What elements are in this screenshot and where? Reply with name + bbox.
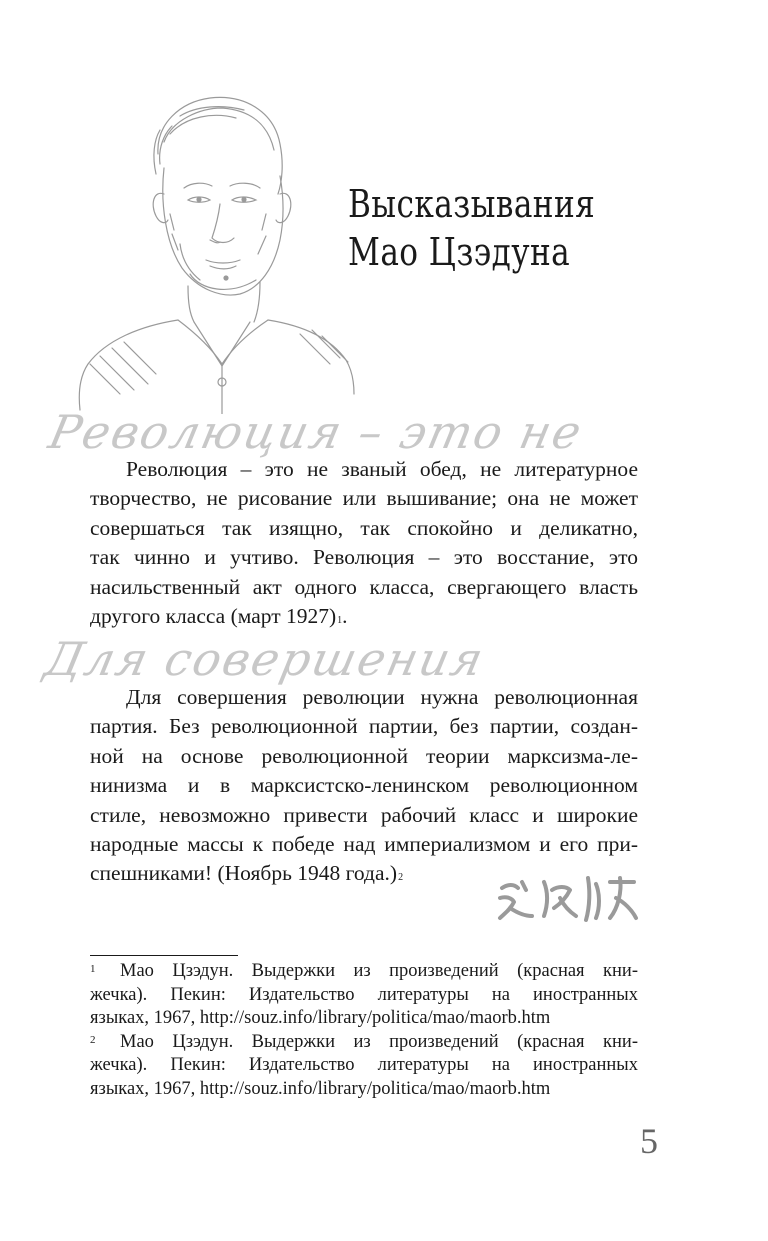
- paragraph-1: [90, 455, 638, 631]
- footnote-2: [90, 1031, 638, 1102]
- footnote-ref-1[interactable]: 1: [337, 615, 343, 627]
- paragraph-2-line: народные массы к победе над империализмом и его при-: [90, 832, 638, 857]
- signature-calligraphy: [492, 868, 642, 928]
- page-number: 5: [640, 1121, 658, 1161]
- footnote-1: [90, 960, 638, 1031]
- footnote-line: Мао Цзэдун. Выдержки из произведений (красная кни-: [120, 961, 638, 981]
- footnote-divider: [90, 955, 238, 956]
- paragraph-2-line: нинизма и в марксистско-ленинском революционном: [90, 773, 638, 798]
- paragraph-1-line: насильственный акт одного класса, свергающего власть: [90, 574, 638, 599]
- paragraph-2: [90, 683, 638, 889]
- paragraph-1-line: так чинно и учтиво. Революция – это восстание, это: [90, 545, 638, 570]
- footnotes: [90, 960, 638, 1102]
- footnote-number: 1: [90, 963, 96, 975]
- paragraph-2-line: стиле, невозможно привести рабочий класс и широкие: [90, 802, 638, 827]
- footnote-line: Мао Цзэдун. Выдержки из произведений (красная кни-: [120, 1031, 638, 1052]
- paragraph-2-line: партия. Без революционной партии, без партии, создан-: [90, 714, 638, 739]
- footnote-line: жечка). Пекин: Издательство литературы на иностранных: [90, 1055, 638, 1076]
- paragraph-2-line: Для совершения революции нужна революционная: [126, 685, 638, 709]
- paragraph-1-last-line: [90, 602, 638, 631]
- page-title: [348, 180, 595, 276]
- paragraph-1-line: другого класса (март 1927): [90, 604, 337, 629]
- paragraph-2-line: ной на основе революционной теории марксизма-ле-: [90, 743, 638, 768]
- paragraph-1-line: Революция – это не званый обед, не литературное: [126, 457, 638, 481]
- footnote-ref-2[interactable]: 2: [398, 872, 404, 884]
- paragraph-1-line: творчество, не рисование или вышивание; она не может: [90, 486, 638, 511]
- footnote-line: языках, 1967, http://souz.info/library/politica/mao/maorb.htm: [90, 1078, 551, 1099]
- paragraph-1-tail: .: [342, 604, 348, 629]
- footnote-line: языках, 1967, http://souz.info/library/politica/mao/maorb.htm: [90, 1008, 551, 1029]
- title-line-2: Мао Цзэдуна: [348, 230, 571, 274]
- paragraph-2-line: спешниками! (Ноябрь 1948 года.): [90, 861, 398, 886]
- paragraph-1-line: совершаться так изящно, так спокойно и деликатно,: [90, 515, 638, 540]
- title-line-1: Высказывания: [348, 182, 596, 226]
- decorative-script-1: Революция – это не: [44, 405, 588, 459]
- decorative-script-2: Для совершения: [40, 632, 490, 686]
- portrait-sketch: [60, 64, 360, 414]
- footnote-number: 2: [90, 1033, 96, 1046]
- footnote-line: жечка). Пекин: Издательство литературы на иностранных: [90, 984, 638, 1005]
